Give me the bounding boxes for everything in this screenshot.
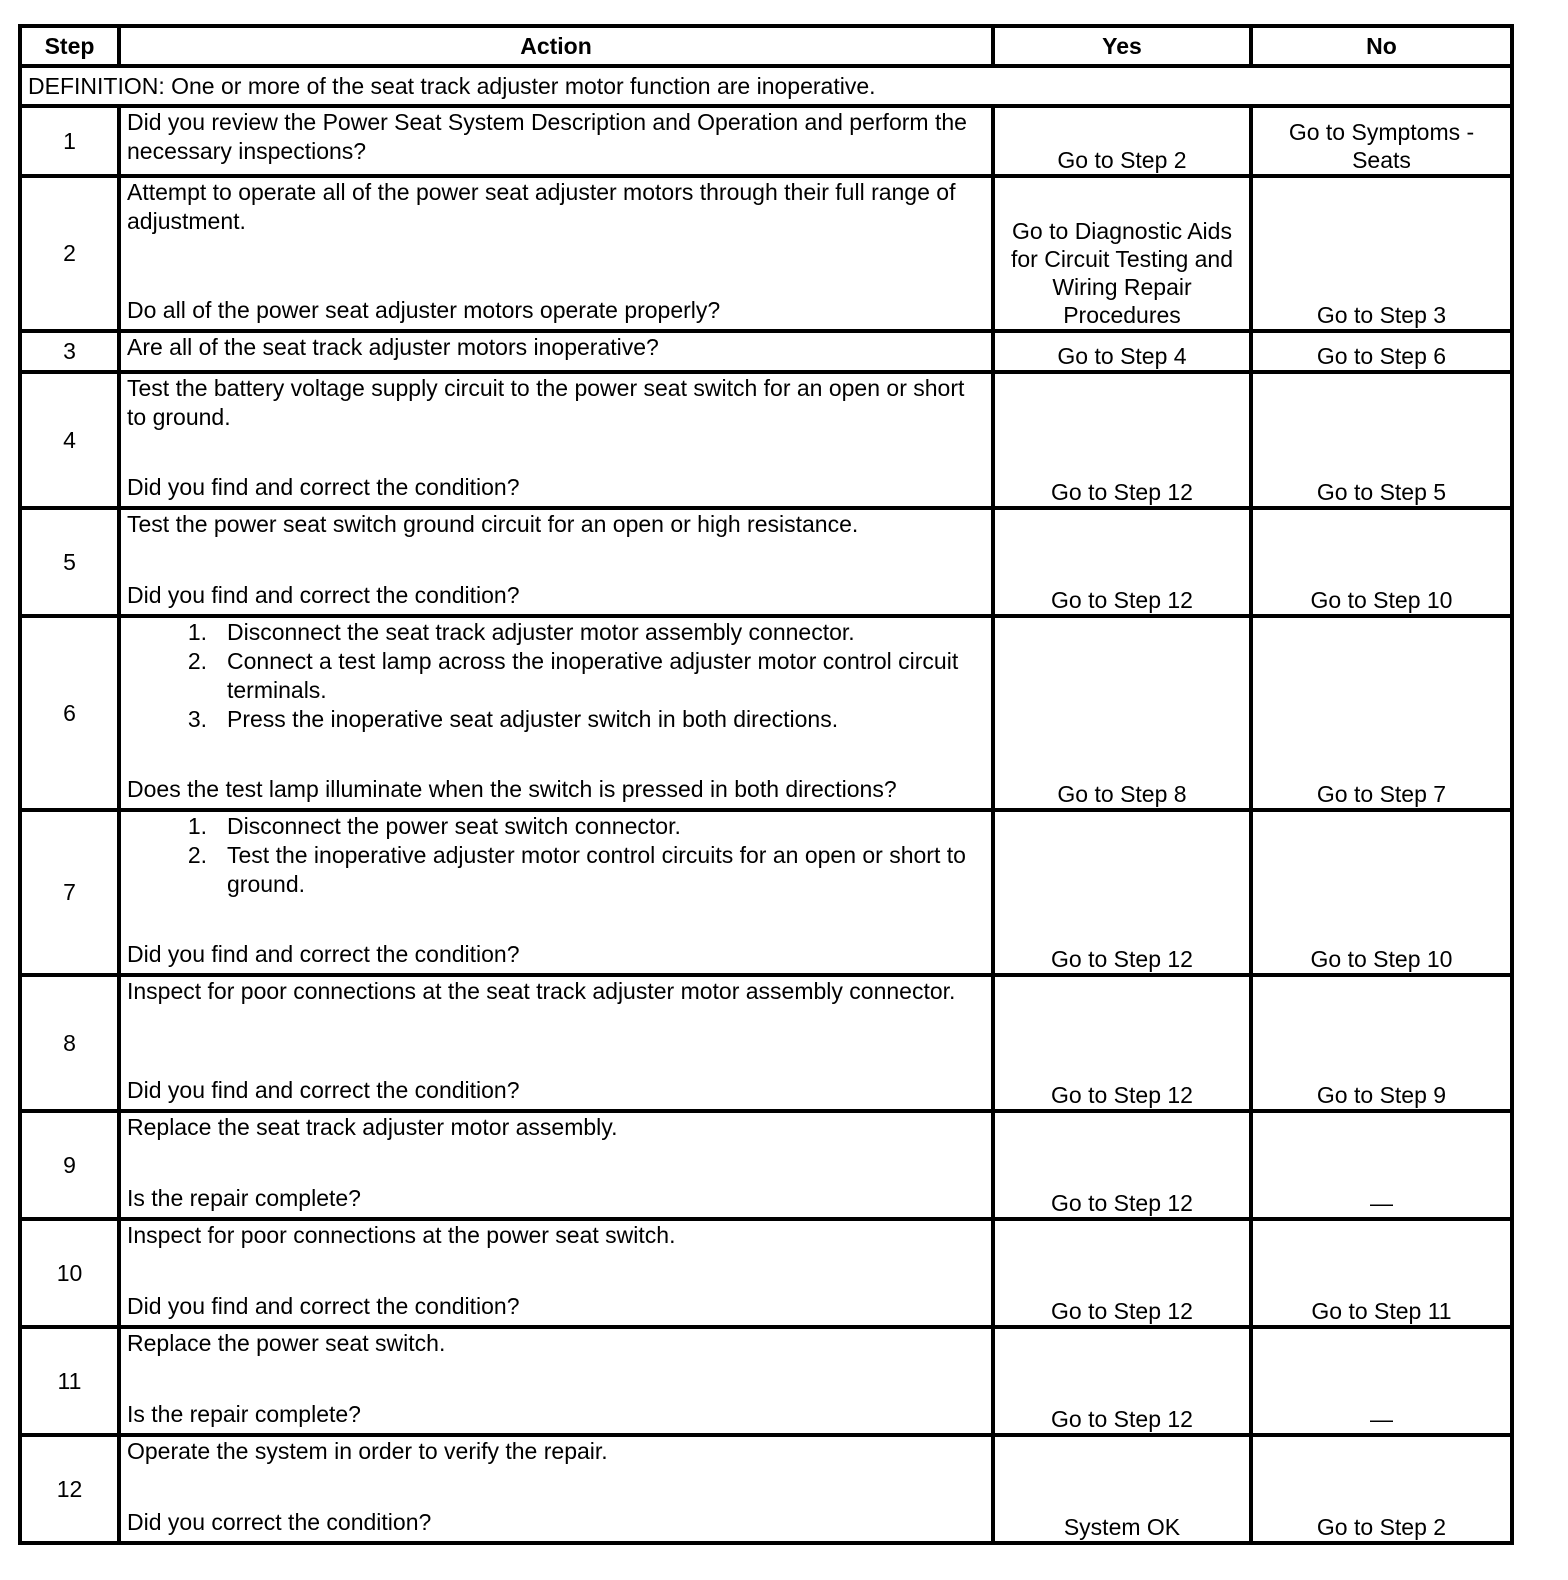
instruction-text: Inspect for poor connections at the seat track adjuster motor assembly connector.: [127, 978, 956, 1004]
diagnostic-table: [18, 24, 1514, 1545]
action-content: [127, 618, 985, 804]
substep-number: 3.: [187, 706, 207, 732]
action-cell: [119, 1111, 993, 1219]
substep-number: 2.: [187, 648, 207, 674]
action-cell: [119, 176, 993, 331]
substep-item: [127, 841, 985, 899]
header-action: Action: [119, 26, 993, 66]
substep-item: [127, 705, 985, 734]
question-text: Is the repair complete?: [127, 1185, 361, 1211]
action-content: [127, 1329, 985, 1429]
no-result: —: [1251, 1111, 1512, 1219]
action-content: [127, 812, 985, 969]
no-result: Go to Step 6: [1251, 331, 1512, 372]
action-content: [127, 178, 985, 325]
no-result: —: [1251, 1327, 1512, 1435]
action-cell: [119, 508, 993, 616]
yes-result: Go to Step 2: [993, 106, 1251, 176]
header-no: No: [1251, 26, 1512, 66]
instruction-text: Operate the system in order to verify the repair.: [127, 1438, 608, 1464]
yes-result: System OK: [993, 1435, 1251, 1543]
yes-result: Go to Step 4: [993, 331, 1251, 372]
step-number: 7: [20, 810, 119, 975]
yes-result: Go to Step 8: [993, 616, 1251, 810]
table-row: [20, 1435, 1512, 1543]
substep-text: Test the inoperative adjuster motor control circuits for an open or short to ground.: [227, 842, 966, 897]
definition-text: DEFINITION: One or more of the seat track adjuster motor function are inoperative.: [20, 66, 1512, 106]
substep-item: [127, 618, 985, 647]
step-number: 6: [20, 616, 119, 810]
substep-item: [127, 812, 985, 841]
action-content: [127, 1221, 985, 1321]
step-number: 9: [20, 1111, 119, 1219]
step-number: 1: [20, 106, 119, 176]
yes-result: Go to Step 12: [993, 810, 1251, 975]
table-row: [20, 372, 1512, 508]
action-cell: [119, 975, 993, 1111]
table-row: [20, 1219, 1512, 1327]
action-content: [127, 1437, 985, 1537]
instruction-text: Test the power seat switch ground circuit for an open or high resistance.: [127, 511, 859, 537]
action-content: [127, 108, 985, 170]
question-text: Did you find and correct the condition?: [127, 941, 520, 967]
yes-result: Go to Step 12: [993, 372, 1251, 508]
no-result: Go to Step 7: [1251, 616, 1512, 810]
substep-list: [127, 618, 985, 734]
question-text: Is the repair complete?: [127, 1401, 361, 1427]
step-number: 8: [20, 975, 119, 1111]
step-number: 10: [20, 1219, 119, 1327]
substep-text: Connect a test lamp across the inoperative adjuster motor control circuit terminals.: [227, 648, 959, 703]
no-result: Go to Step 10: [1251, 810, 1512, 975]
step-number: 3: [20, 331, 119, 372]
action-cell: [119, 616, 993, 810]
yes-result: Go to Step 12: [993, 508, 1251, 616]
yes-result: Go to Step 12: [993, 1327, 1251, 1435]
substep-number: 2.: [187, 842, 207, 868]
table-row: [20, 508, 1512, 616]
step-number: 4: [20, 372, 119, 508]
instruction-text: Did you review the Power Seat System Description and Operation and perform the necessary inspections?: [127, 109, 967, 164]
substep-number: 1.: [187, 619, 207, 645]
action-cell: [119, 106, 993, 176]
action-cell: [119, 372, 993, 508]
table-body: [20, 66, 1512, 1543]
header-yes: Yes: [993, 26, 1251, 66]
question-text: Did you find and correct the condition?: [127, 1293, 520, 1319]
instruction-text: Test the battery voltage supply circuit to the power seat switch for an open or short to ground.: [127, 375, 965, 430]
action-content: [127, 510, 985, 610]
action-content: [127, 977, 985, 1105]
table-row: [20, 331, 1512, 372]
question-text: Did you correct the condition?: [127, 1509, 432, 1535]
action-cell: [119, 1219, 993, 1327]
yes-result: Go to Step 12: [993, 1219, 1251, 1327]
action-content: [127, 333, 985, 366]
no-result: Go to Step 11: [1251, 1219, 1512, 1327]
action-content: [127, 374, 985, 502]
action-cell: [119, 810, 993, 975]
substep-text: Disconnect the seat track adjuster motor assembly connector.: [227, 619, 855, 645]
table-row: [20, 1327, 1512, 1435]
no-result: Go to Step 5: [1251, 372, 1512, 508]
instruction-text: Inspect for poor connections at the power seat switch.: [127, 1222, 676, 1248]
table-row: [20, 975, 1512, 1111]
no-result: Go to Symptoms - Seats: [1251, 106, 1512, 176]
instruction-text: Replace the seat track adjuster motor assembly.: [127, 1114, 618, 1140]
question-text: Do all of the power seat adjuster motors operate properly?: [127, 297, 721, 323]
no-result: Go to Step 3: [1251, 176, 1512, 331]
substep-list: [127, 812, 985, 899]
substep-item: [127, 647, 985, 705]
no-result: Go to Step 9: [1251, 975, 1512, 1111]
yes-result: Go to Diagnostic Aids for Circuit Testing and Wiring Repair Procedures: [993, 176, 1251, 331]
table-row: [20, 810, 1512, 975]
question-text: Did you find and correct the condition?: [127, 474, 520, 500]
yes-result: Go to Step 12: [993, 975, 1251, 1111]
substep-text: Press the inoperative seat adjuster switch in both directions.: [227, 706, 839, 732]
step-number: 12: [20, 1435, 119, 1543]
instruction-text: Replace the power seat switch.: [127, 1330, 446, 1356]
action-content: [127, 1113, 985, 1213]
table-row: [20, 106, 1512, 176]
table-row: [20, 616, 1512, 810]
yes-result: Go to Step 12: [993, 1111, 1251, 1219]
header-step: Step: [20, 26, 119, 66]
no-result: Go to Step 10: [1251, 508, 1512, 616]
question-text: Did you find and correct the condition?: [127, 1077, 520, 1103]
action-cell: [119, 1435, 993, 1543]
substep-number: 1.: [187, 813, 207, 839]
definition-row: [20, 66, 1512, 106]
no-result: Go to Step 2: [1251, 1435, 1512, 1543]
header-row: [20, 26, 1512, 66]
step-number: 5: [20, 508, 119, 616]
substep-text: Disconnect the power seat switch connector.: [227, 813, 681, 839]
question-text: Did you find and correct the condition?: [127, 582, 520, 608]
action-cell: [119, 1327, 993, 1435]
table-row: [20, 176, 1512, 331]
step-number: 2: [20, 176, 119, 331]
question-text: Does the test lamp illuminate when the switch is pressed in both directions?: [127, 776, 897, 802]
step-number: 11: [20, 1327, 119, 1435]
instruction-text: Are all of the seat track adjuster motors inoperative?: [127, 334, 659, 360]
instruction-text: Attempt to operate all of the power seat adjuster motors through their full range of adjustment.: [127, 179, 956, 234]
action-cell: [119, 331, 993, 372]
table-row: [20, 1111, 1512, 1219]
